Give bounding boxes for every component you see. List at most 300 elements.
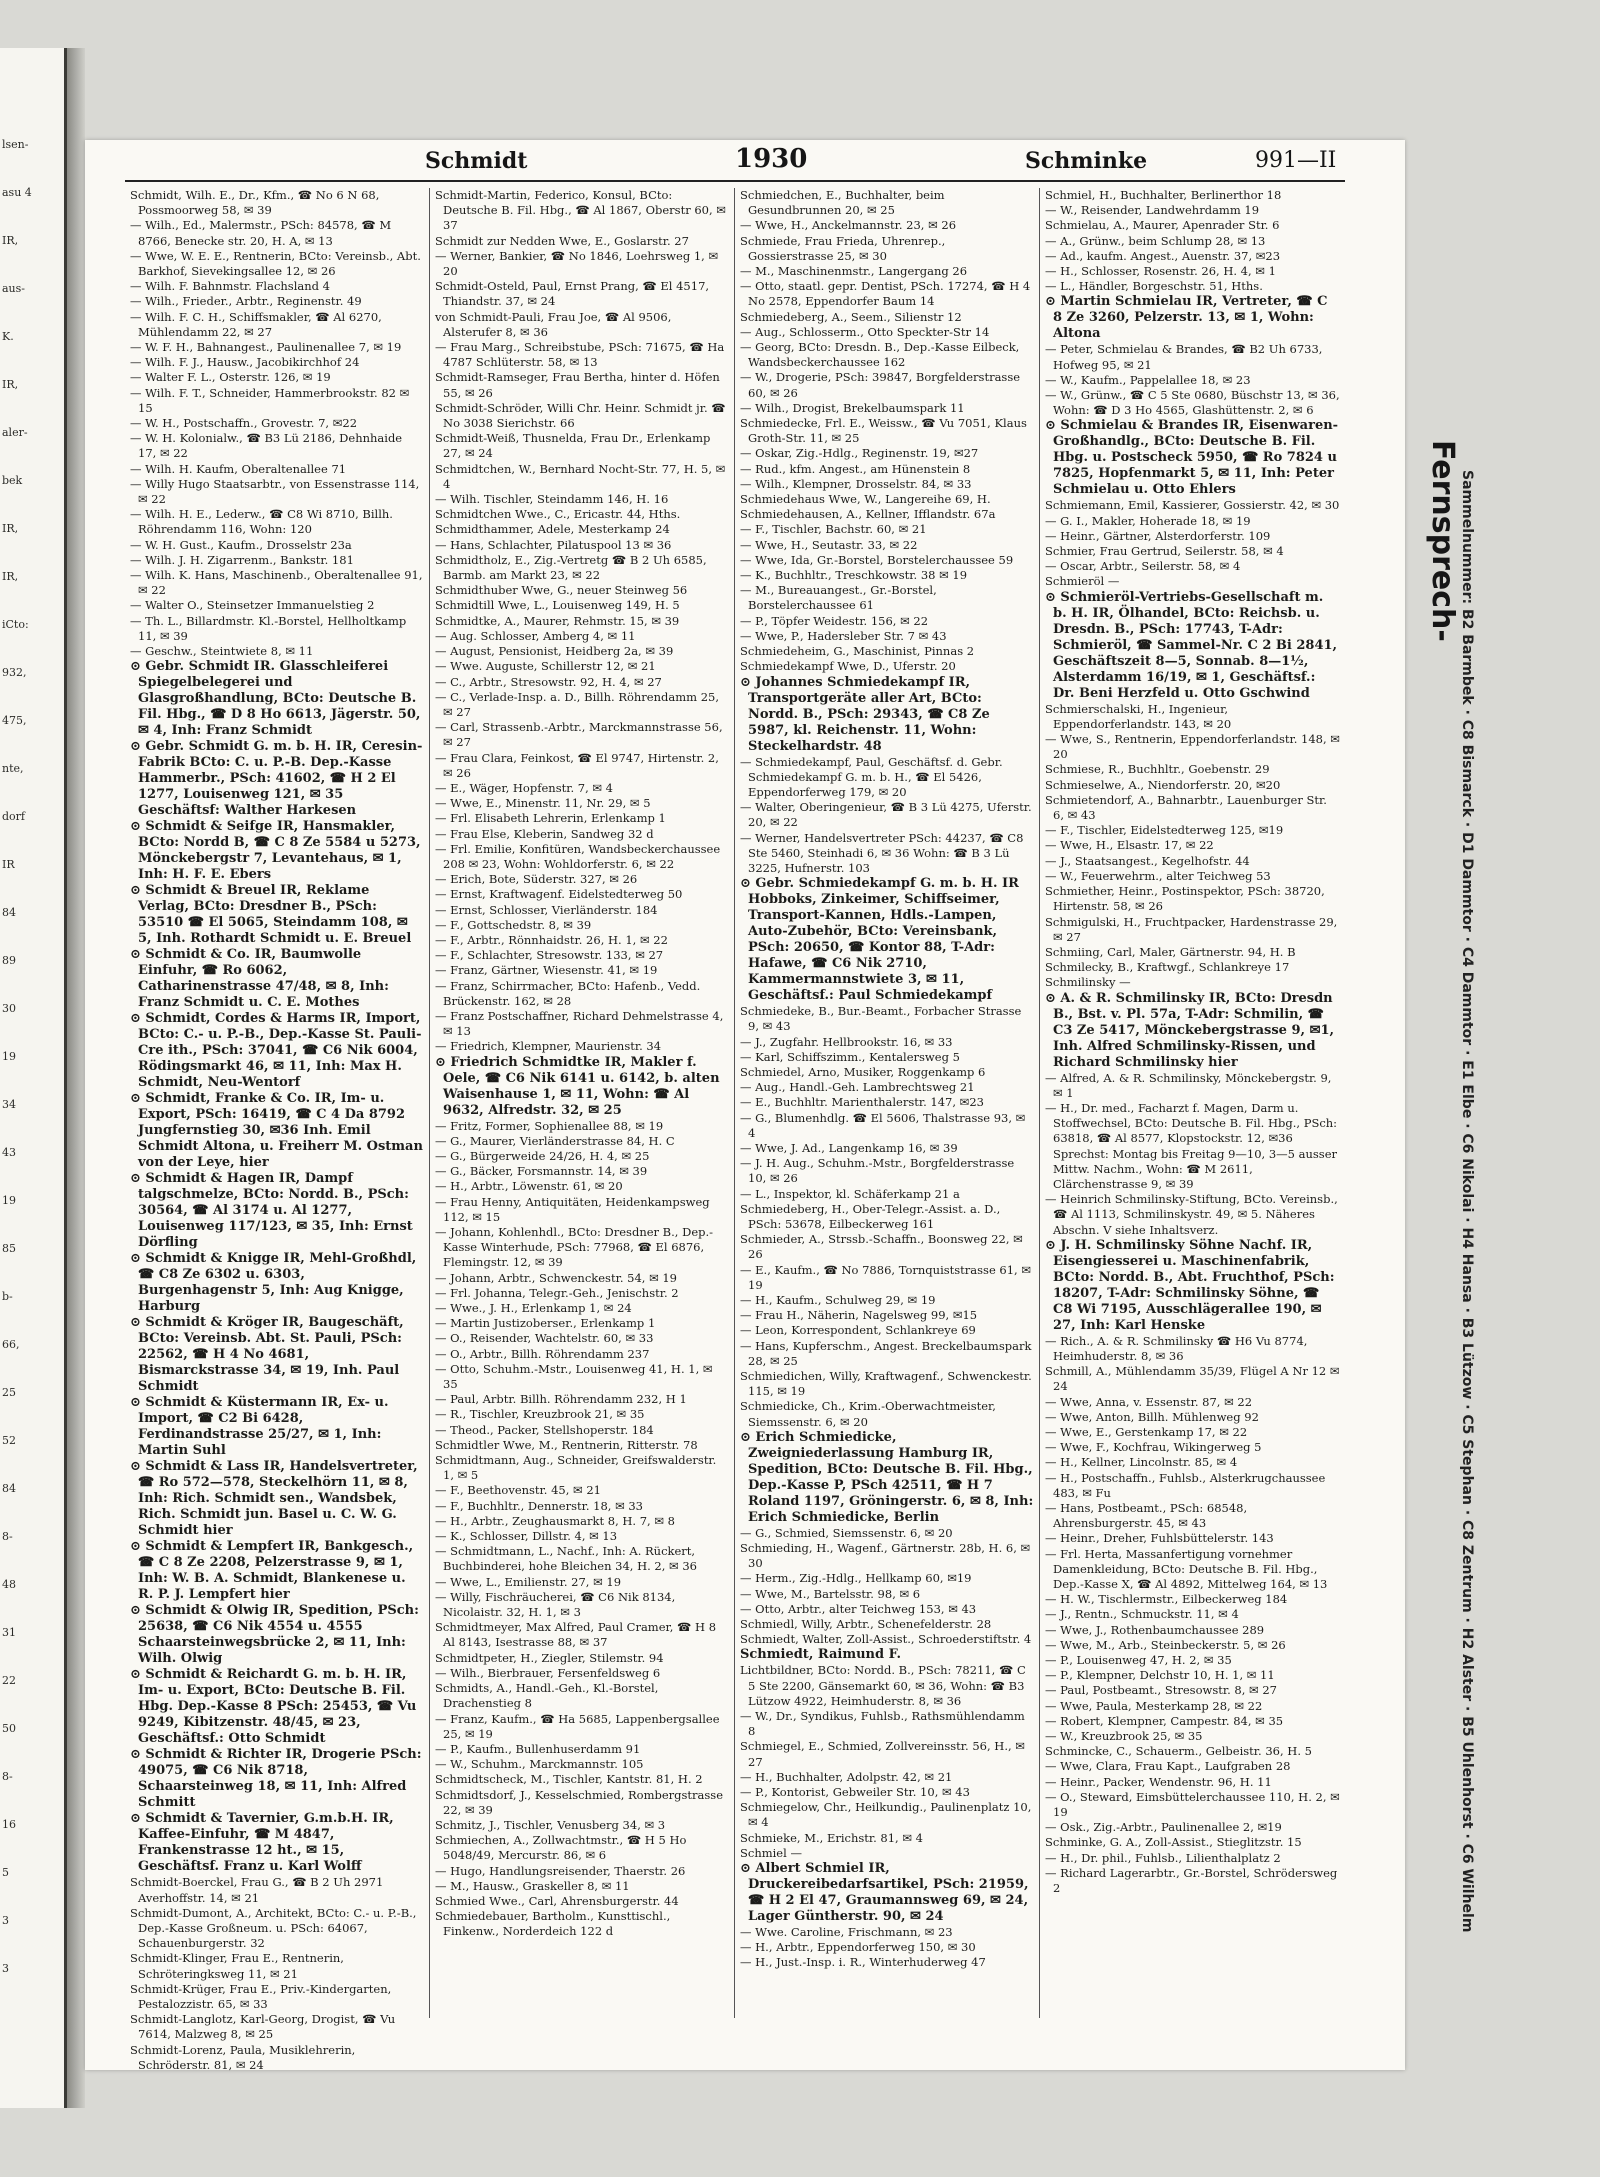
directory-entry: — Wilh. F. J., Hausw., Jacobikirchhof 24 [130, 355, 360, 370]
directory-entry: — Wilh. F. T., Schneider, Hammerbrookstr. 82 ✉ 15 [130, 385, 410, 415]
directory-entry: — Wilh. H. Kaufm, Oberaltenallee 71 [130, 461, 347, 476]
directory-entry: — Wwe, E., Minenstr. 11, Nr. 29, ✉ 5 [435, 796, 651, 811]
directory-entry: — Hans, Schlachter, Pilatuspool 13 ✉ 36 [435, 537, 672, 552]
directory-entry: — Ad., kaufm. Angest., Auenstr. 37, ✉23 [1045, 248, 1281, 263]
directory-entry: — H., Arbtr., Zeughausmarkt 8, H. 7, ✉ 8 [435, 1513, 675, 1528]
directory-entry: — M., Hausw., Graskeller 8, ✉ 11 [435, 1878, 630, 1893]
directory-entry: — Wilh. K. Hans, Maschinenb., Oberaltenallee 91, ✉ 22 [130, 568, 423, 598]
directory-entry: — Wwe, F., Kochfrau, Wikingerweg 5 [1045, 1440, 1262, 1455]
directory-entry: — H., Arbtr., Eppendorferweg 150, ✉ 30 [740, 1940, 976, 1955]
directory-entry: Schmidtscheck, M., Tischler, Kantstr. 81, H. 2 [435, 1772, 703, 1787]
directory-entry: — Wwe, M., Bartelsstr. 98, ✉ 6 [740, 1586, 921, 1601]
directory-entry: — G., Bürgerweide 24/26, H. 4, ✉ 25 [435, 1148, 650, 1163]
directory-entry: Schmidt-Schröder, Willi Chr. Heinr. Schmidt jr. ☎ No 3038 Sierichstr. 66 [435, 400, 726, 431]
directory-entry: — Wilh., Bierbrauer, Fersenfeldsweg 6 [435, 1665, 661, 1680]
directory-entry: Schmill, A., Mühlendamm 35/39, Flügel A Nr 12 ✉ 24 [1045, 1364, 1340, 1394]
directory-entry: — Franz, Kaufm., ☎ Ha 5685, Lappenbergsallee 25, ✉ 19 [435, 1711, 720, 1741]
prev-page-fragment: IR, [2, 234, 19, 247]
directory-entry: Schmidtholz, E., Zig.-Vertretg ☎ B 2 Uh 6585, Barmb. am Markt 23, ✉ 22 [435, 552, 707, 583]
directory-entry: — W., Kaufm., Pappelallee 18, ✉ 23 [1045, 372, 1251, 387]
directory-entry: Schmincke, C., Schauerm., Gelbeistr. 36, H. 5 [1045, 1744, 1312, 1759]
directory-entry: — Erich, Bote, Süderstr. 327, ✉ 26 [435, 872, 638, 887]
directory-entry: — Wwe, S., Rentnerin, Eppendorferlandstr. 148, ✉ 20 [1045, 732, 1340, 762]
prev-page-fragment: 19 [2, 1050, 16, 1063]
directory-entry: ⊙ Gebr. Schmiedekampf G. m. b. H. IR Hobboks, Zinkeimer, Schiffseimer, Transport-Kannen, Hdls.-Lampen, Auto-Zubehör, BCto: Vereinsbank, PSch: 20650, ☎ Kontor 88, T-Adr: Hafawe, ☎ C6 Nik 2710, Kammermannstwiete 3, ✉ 11, Geschäftsf.: Paul Schmiedekampf [740, 876, 1019, 1004]
side-exchange-list: Sammelnummer: B2 Barmbek · C8 Bismarck · D1 Dammtor · C4 Dammtor · E1 Elbe · C6 Nikolai · H4 Hansa · B3 Lützow · C5 Stephan · C8 Zentrum · H2 Alster · B5 Uhlenhorst · C6 Wilhelm [1459, 470, 1475, 1933]
directory-entry: — H., Dr. phil., Fuhlsb., Lilienthalplatz 2 [1045, 1850, 1281, 1865]
directory-entry: Schmidt-Weiß, Thusnelda, Frau Dr., Erlenkamp 27, ✉ 24 [435, 431, 711, 461]
directory-entry: Schmieding, H., Wagenf., Gärtnerstr. 28b, H. 6, ✉ 30 [740, 1541, 1031, 1571]
directory-entry: — Wwe, H., Elsastr. 17, ✉ 22 [1045, 838, 1214, 853]
prev-page-fragment: 3 [2, 1914, 9, 1927]
directory-entry: — G., Bäcker, Forsmannstr. 14, ✉ 39 [435, 1164, 648, 1179]
directory-entry: — Theod., Packer, Stellshoperstr. 184 [435, 1422, 654, 1437]
directory-entry: Schmiedeberg, H., Ober-Telegr.-Assist. a. D., PSch: 53678, Eilbeckerweg 161 [740, 1201, 1001, 1231]
directory-entry: — Fritz, Former, Sophienallee 88, ✉ 19 [435, 1118, 664, 1133]
directory-entry: Schmieröl — [1045, 574, 1120, 589]
prev-page-fragment: 3 [2, 1962, 9, 1975]
directory-entry: Schmidtmann, Aug., Schneider, Greifswalderstr. 1, ✉ 5 [435, 1453, 717, 1483]
directory-entry: — Rich., A. & R. Schmilinsky ☎ H6 Vu 8774, Heimhuderstr. 8, ✉ 36 [1045, 1333, 1308, 1363]
directory-entry: von Schmidt-Pauli, Frau Joe, ☎ Al 9506, Alsterufer 8, ✉ 36 [435, 309, 672, 339]
directory-entry: — J. H. Aug., Schuhm.-Mstr., Borgfelderstrasse 10, ✉ 26 [740, 1156, 1015, 1186]
directory-entry: — Frau Henny, Antiquitäten, Heidenkampsweg 112, ✉ 15 [435, 1194, 710, 1224]
directory-entry: — Paul, Postbeamt., Stresowstr. 8, ✉ 27 [1045, 1683, 1277, 1698]
directory-entry: — Aug. Schlosser, Amberg 4, ✉ 11 [435, 628, 636, 643]
prev-page-fragment: IR, [2, 522, 19, 535]
directory-entry: Lichtbildner, BCto: Nordd. B., PSch: 78211, ☎ C 5 Ste 2200, Gänsemarkt 60, ✉ 36, Wohn: ☎ B3 Lützow 4922, Heimhuderstr. 8, ✉ 36 [740, 1663, 1026, 1708]
directory-entry: — Otto, Arbtr., alter Teichweg 153, ✉ 43 [740, 1601, 977, 1616]
directory-entry: — Peter, Schmielau & Brandes, ☎ B2 Uh 6733, Hofweg 95, ✉ 21 [1045, 342, 1323, 372]
directory-entry: Schmiel, H., Buchhalter, Berlinerthor 18 [1045, 188, 1282, 202]
directory-entry: — Frau H., Näherin, Nagelsweg 99, ✉15 [740, 1308, 978, 1323]
directory-entry: — Franz Postschaffner, Richard Dehmelstrasse 4, ✉ 13 [435, 1008, 724, 1039]
directory-entry: — E., Wäger, Hopfenstr. 7, ✉ 4 [435, 780, 613, 795]
directory-entry: Schmiedeheim, G., Maschinist, Pinnas 2 [740, 644, 975, 659]
directory-entry: ⊙ Schmidt, Franke & Co. IR, Im- u. Export, PSch: 16419, ☎ C 4 Da 8792 Jungfernstieg 30, ✉36 Inh. Emil Schmidt Altona, u. Freiherr M. Ostman von der Leye, hier [130, 1091, 423, 1171]
directory-entry: Schmiedekampf Wwe, D., Uferstr. 20 [740, 659, 956, 674]
directory-entry: — Richard Lagerarbtr., Gr.-Borstel, Schrödersweg 2 [1045, 1865, 1338, 1896]
directory-entry: — W. H., Postschaffn., Grovestr. 7, ✉22 [130, 416, 358, 431]
directory-entry: Schmidtmeyer, Max Alfred, Paul Cramer, ☎ H 8 Al 8143, Isestrasse 88, ✉ 37 [435, 1620, 717, 1650]
prev-page-fragment: 22 [2, 1674, 16, 1687]
directory-entry: ⊙ Schmidt, Cordes & Harms IR, Import, BCto: C.- u. P.-B., Dep.-Kasse St. Pauli-Cre ith., PSch: 37041, ☎ C6 Nik 6004, Rödingsmarkt 46, ✉ 11, Inh: Max H. Schmidt, Neu-Wentorf [130, 1011, 422, 1091]
prev-page-fragment: 89 [2, 954, 16, 967]
prev-page-fragment: 932, [2, 666, 27, 679]
directory-entry: — Heinr., Packer, Wendenstr. 96, H. 11 [1045, 1774, 1272, 1789]
directory-entry: — Werner, Bankier, ☎ No 1846, Loehrsweg 1, ✉ 20 [435, 248, 719, 279]
directory-entry: Schmiemann, Emil, Kassierer, Gossierstr. 42, ✉ 30 [1045, 498, 1340, 513]
directory-entry: — F., Beethovenstr. 45, ✉ 21 [435, 1483, 601, 1498]
directory-entry: — K., Buchhltr., Treschkowstr. 38 ✉ 19 [740, 568, 968, 583]
directory-entry: Schmiede, Frau Frieda, Uhrenrep., Gossierstrasse 25, ✉ 30 [740, 233, 946, 263]
directory-entry: — H., Kaufm., Schulweg 29, ✉ 19 [740, 1292, 936, 1307]
directory-entry: — Frl. Johanna, Telegr.-Geh., Jenischstr. 2 [435, 1285, 679, 1300]
directory-entry: Schmiedeberg, A., Seem., Silienstr 12 [740, 309, 962, 324]
directory-entry: Schmiel — [740, 1845, 802, 1860]
directory-entry: Schmiedicke, Ch., Krim.-Oberwachtmeister, Siemssenstr. 6, ✉ 20 [740, 1399, 996, 1429]
directory-entry: Schmidt-Langlotz, Karl-Georg, Drogist, ☎ Vu 7614, Malzweg 8, ✉ 25 [130, 2012, 396, 2042]
directory-entry: — Ernst, Kraftwagenf. Eidelstedterweg 50 [435, 887, 683, 902]
prev-page-fragment: 31 [2, 1626, 16, 1639]
prev-page-fragment: 475, [2, 714, 27, 727]
prev-page-fragment: K. [2, 330, 14, 343]
directory-entry: ⊙ Schmidt & Lass IR, Handelsvertreter, ☎ Ro 572—578, Steckelhörn 11, ✉ 8, Inh: Rich. Schmidt sen., Wandsbek, Rich. Schmidt jun. Basel u. C. W. G. Schmidt hier [130, 1459, 418, 1539]
prev-page-fragment: 8- [2, 1530, 13, 1543]
directory-entry: Schmigulski, H., Fruchtpacker, Hardenstrasse 29, ✉ 27 [1045, 914, 1338, 944]
column-4 [1040, 188, 1345, 2018]
prev-page-fragment: lsen- [2, 138, 29, 151]
directory-entry: Schmidt zur Nedden Wwe, E., Goslarstr. 27 [435, 233, 689, 248]
prev-page-fragment: aus- [2, 282, 26, 295]
directory-entry: Schmiedichen, Willy, Kraftwagenf., Schwenckestr. 115, ✉ 19 [740, 1369, 1032, 1399]
directory-entry: Schmitz, J., Tischler, Venusberg 34, ✉ 3 [435, 1817, 666, 1832]
directory-entry: Schmidt-Lorenz, Paula, Musiklehrerin, Schröderstr. 81, ✉ 24 [130, 2042, 356, 2072]
directory-entry: Schmied Wwe., Carl, Ahrensburgerstr. 44 [435, 1893, 679, 1908]
directory-entry: — F., Tischler, Bachstr. 60, ✉ 21 [740, 522, 927, 537]
directory-entry: Schmidtke, A., Maurer, Rehmstr. 15, ✉ 39 [435, 613, 680, 628]
directory-entry: — Willy, Fischräucherei, ☎ C6 Nik 8134, Nicolaistr. 32, H. 1, ✉ 3 [435, 1589, 676, 1620]
directory-entry: — F., Schlachter, Stresowstr. 133, ✉ 27 [435, 948, 664, 963]
header-left-keyword: Schmidt [425, 148, 528, 174]
prev-page-fragment: IR, [2, 570, 19, 583]
directory-page [85, 140, 1475, 2072]
prev-page-fragment: b- [2, 1290, 13, 1303]
directory-entry: — Wwe, Anton, Billh. Mühlenweg 92 [1045, 1409, 1259, 1424]
directory-entry: — Franz, Schirrmacher, BCto: Hafenb., Vedd. Brückenstr. 162, ✉ 28 [435, 978, 701, 1008]
directory-entry: — G., Maurer, Vierländerstrasse 84, H. C [435, 1133, 675, 1148]
directory-entry: — W., Grünw., ☎ C 5 Ste 0680, Büschstr 13, ✉ 36, Wohn: ☎ D 3 Ho 4565, Glashüttenstr. 2, ✉ 6 [1045, 388, 1340, 418]
prev-page-fragment: IR [2, 858, 15, 871]
column-2 [430, 188, 735, 2018]
directory-entry: — Wwe, Paula, Mesterkamp 28, ✉ 22 [1045, 1698, 1263, 1713]
prev-page-fragment: 19 [2, 1194, 16, 1207]
directory-entry: — Wwe, Clara, Frau Kapt., Laufgraben 28 [1045, 1759, 1291, 1774]
directory-entry: — Hans, Postbeamt., PSch: 68548, Ahrensburgerstr. 45, ✉ 43 [1045, 1500, 1248, 1531]
directory-entry: — Ernst, Schlosser, Vierländerstr. 184 [435, 902, 658, 917]
directory-entry: Schmiedebauer, Bartholm., Kunsttischl., Finkenw., Norderdeich 122 d [435, 1909, 671, 1939]
directory-entry: — F., Gottschedstr. 8, ✉ 39 [435, 917, 592, 932]
prev-page-fragment: 84 [2, 906, 16, 919]
directory-entry: — Herm., Zig.-Hdlg., Hellkamp 60, ✉19 [740, 1571, 972, 1586]
header-year: 1930 [735, 144, 808, 174]
directory-entry: Schmidthammer, Adele, Mesterkamp 24 [435, 522, 670, 537]
prev-page-fragment: nte, [2, 762, 24, 775]
prev-page-fragment: 48 [2, 1578, 16, 1591]
directory-entry: — W., Dr., Syndikus, Fuhlsb., Rathsmühlendamm 8 [740, 1709, 1025, 1739]
directory-entry: — Robert, Klempner, Campestr. 84, ✉ 35 [1045, 1713, 1284, 1728]
directory-entry: Schmiedl, Willy, Arbtr., Schenefelderstr. 28 [740, 1617, 992, 1632]
directory-entry: — Heinrich Schmilinsky-Stiftung, BCto. Vereinsb., ☎ Al 1113, Schmilinskystr. 49, ✉ 5. Näheres Abschn. V siehe Inhaltsverz. [1045, 1192, 1338, 1237]
directory-entry: ⊙ Gebr. Schmidt IR. Glasschleiferei Spiegelbelegerei und Glasgroßhandlung, BCto: Deutsche B. Fil. Hbg., ☎ D 8 Ho 6613, Jägerstr. 50, ✉ 4, Inh: Franz Schmidt [130, 659, 421, 739]
directory-entry: — Otto, Schuhm.-Mstr., Louisenweg 41, H. 1, ✉ 35 [435, 1361, 713, 1392]
header-page-number: 991—II [1255, 148, 1337, 173]
directory-entry: — O., Steward, Eimsbüttelerchaussee 110, H. 2, ✉ 19 [1045, 1789, 1340, 1820]
directory-entry: — Heinr., Dreher, Fuhlsbüttelerstr. 143 [1045, 1531, 1274, 1546]
previous-page-edge [0, 48, 67, 2108]
directory-entry: — Johann, Kohlenhdl., BCto: Dresdner B., Dep.-Kasse Winterhude, PSch: 77968, ☎ El 6876, Flemingstr. 12, ✉ 39 [435, 1225, 714, 1270]
directory-entry: — O., Arbtr., Billh. Röhrendamm 237 [435, 1346, 650, 1361]
directory-entry: — Wwe. Caroline, Frischmann, ✉ 23 [740, 1925, 953, 1940]
directory-entry: — Schmiedekampf, Paul, Geschäftsf. d. Gebr. Schmiedekampf G. m. b. H., ☎ El 5426, Eppendorferweg 179, ✉ 20 [740, 754, 1003, 799]
directory-entry: — Wwe, W. E. E., Rentnerin, BCto: Vereinsb., Abt. Barkhof, Sievekingsallee 12, ✉ 26 [130, 248, 421, 279]
directory-entry: — W., Reisender, Landwehrdamm 19 [1045, 203, 1260, 218]
prev-page-fragment: bek [2, 474, 23, 487]
prev-page-fragment: asu 4 [2, 186, 32, 199]
directory-entry: Schmiedchen, E., Buchhalter, beim Gesundbrunnen 20, ✉ 25 [740, 188, 945, 218]
directory-entry: ⊙ Albert Schmiel IR, Druckereibedarfsartikel, PSch: 21959, ☎ H 2 El 47, Graumannsweg 69, ✉ 24, Lager Güntherstr. 90, ✉ 24 [740, 1861, 1029, 1925]
directory-entry: — Wwe, Anna, v. Essenstr. 87, ✉ 22 [1045, 1394, 1253, 1409]
prev-page-fragment: 16 [2, 1818, 16, 1831]
directory-entry: — H., Dr. med., Facharzt f. Magen, Darm u. Stoffwechsel, BCto: Deutsche B. Fil. Hbg., PSch: 63818, ☎ Al 8577, Klopstockstr. 12, ✉36 Sprechst: Montag bis Freitag 9—10, 3—5 ausser Mittw. Nachm., Wohn: ☎ M 2611, Clärchenstrasse 9, ✉ 39 [1045, 1100, 1338, 1191]
directory-entry: — A., Grünw., beim Schlump 28, ✉ 13 [1045, 233, 1266, 248]
prev-page-fragment: 8- [2, 1770, 13, 1783]
directory-entry: ⊙ Schmidt & Lempfert IR, Bankgesch., ☎ C 8 Ze 2208, Pelzerstrasse 9, ✉ 1, Inh: W. B. A. Schmidt, Blankenese u. R. P. J. Lempfert hier [130, 1539, 414, 1603]
directory-entry: Schmidtsdorf, J., Kesselschmied, Rombergstrasse 22, ✉ 39 [435, 1787, 723, 1817]
prev-page-fragment: 30 [2, 1002, 16, 1015]
prev-page-fragment: IR, [2, 378, 19, 391]
directory-entry: Schmiese, R., Buchhltr., Goebenstr. 29 [1045, 762, 1270, 777]
directory-entry: Schmiegel, E., Schmied, Zollvereinsstr. 56, H., ✉ 27 [740, 1739, 1025, 1769]
directory-entry: Schmiegelow, Chr., Heilkundig., Paulinenplatz 10, ✉ 4 [740, 1800, 1032, 1830]
prev-page-fragment: 34 [2, 1098, 16, 1111]
prev-page-fragment: 52 [2, 1434, 16, 1447]
directory-entry: — H., Just.-Insp. i. R., Winterhuderweg 47 [740, 1955, 986, 1970]
directory-entry: — Wwe., J. H., Erlenkamp 1, ✉ 24 [435, 1301, 632, 1316]
directory-entry: — E., Buchhltr. Marienthalerstr. 147, ✉23 [740, 1095, 984, 1110]
directory-entry: — C., Verlade-Insp. a. D., Billh. Röhrendamm 25, ✉ 27 [435, 689, 719, 719]
directory-entry: — Leon, Korrespondent, Schlankreye 69 [740, 1323, 976, 1338]
prev-page-fragment: 85 [2, 1242, 16, 1255]
directory-entry: — P., Kontorist, Gebweiler Str. 10, ✉ 43 [740, 1785, 970, 1800]
directory-entry: — Hans, Kupferschm., Angest. Breckelbaumspark 28, ✉ 25 [740, 1338, 1032, 1368]
directory-entry: — Wilh., Frieder., Arbtr., Reginenstr. 49 [130, 294, 362, 309]
side-margin [1415, 440, 1485, 1940]
directory-entry: Schmiedt, Raimund F. [740, 1647, 902, 1663]
directory-entry: — Willy Hugo Staatsarbtr., von Essenstrasse 114, ✉ 22 [130, 476, 420, 507]
directory-entry: — H. W., Tischlermstr., Eilbeckerweg 184 [1045, 1592, 1288, 1607]
directory-entry: ⊙ Schmielau & Brandes IR, Eisenwaren-Großhandlg., BCto: Deutsche B. Fil. Hbg. u. Postscheck 5950, ☎ Ro 7824 u 7825, Hopfenmarkt 5, ✉ 11, Inh: Peter Schmielau u. Otto Ehlers [1045, 418, 1339, 498]
directory-entry: — Wwe, P., Hadersleber Str. 7 ✉ 43 [740, 628, 947, 643]
directory-entry: Schmidt-Boerckel, Frau G., ☎ B 2 Uh 2971 Averhoffstr. 14, ✉ 21 [130, 1875, 384, 1905]
directory-entry: — Wwe, H., Anckelmannstr. 23, ✉ 26 [740, 218, 957, 233]
directory-entry: ⊙ Gebr. Schmidt G. m. b. H. IR, Ceresin-Fabrik BCto: C. u. P.-B. Dep.-Kasse Hammerbr., PSch: 41602, ☎ H 2 El 1277, Louisenweg 121, ✉ 35 Geschäftsf: Walther Harkesen [130, 739, 423, 819]
directory-entry: — Geschw., Steintwiete 8, ✉ 11 [130, 644, 314, 659]
directory-entry: — R., Tischler, Kreuzbrook 21, ✉ 35 [435, 1407, 645, 1422]
directory-entry: Schmidt-Osteld, Paul, Ernst Prang, ☎ El 4517, Thiandstr. 37, ✉ 24 [435, 279, 710, 309]
directory-entry: ⊙ Friedrich Schmidtke IR, Makler f. Oele, ☎ C6 Nik 6141 u. 6142, b. alten Waisenhause 1, ✉ 11, Wohn: ☎ Al 9632, Alfredstr. 32, ✉ 25 [435, 1054, 720, 1118]
directory-entry: — Heinr., Gärtner, Alsterdorferstr. 109 [1045, 528, 1271, 543]
directory-entry: Schmidt-Martin, Federico, Konsul, BCto: Deutsche B. Fil. Hbg., ☎ Al 1867, Oberstr 60, ✉ 37 [435, 188, 726, 233]
directory-entry: — Wilh., Drogist, Brekelbaumspark 11 [740, 400, 965, 415]
side-title: Fernsprech- [1425, 440, 1460, 642]
directory-entry: — Frau Clara, Feinkost, ☎ El 9747, Hirtenstr. 2, ✉ 26 [435, 750, 719, 780]
directory-entry: — G., Blumenhdlg. ☎ El 5606, Thalstrasse 93, ✉ 4 [740, 1110, 1026, 1140]
directory-entry: — Georg, BCto: Dresdn. B., Dep.-Kasse Eilbeck, Wandsbeckerchaussee 162 [740, 340, 1020, 370]
directory-entry: Schmiing, Carl, Maler, Gärtnerstr. 94, H. B [1045, 944, 1296, 959]
directory-entry: — Walter F. L., Osterstr. 126, ✉ 19 [130, 370, 331, 385]
directory-entry: Schmiedehaus Wwe, W., Langereihe 69, H. [740, 492, 991, 507]
prev-page-fragment: 66, [2, 1338, 20, 1351]
directory-entry: — Wwe, L., Emilienstr. 27, ✉ 19 [435, 1574, 622, 1589]
directory-entry: — Oskar, Zig.-Hdlg., Reginenstr. 19, ✉27 [740, 446, 979, 461]
directory-entry: Schmidtill Wwe, L., Louisenweg 149, H. 5 [435, 598, 680, 613]
directory-entry: Schmiether, Heinr., Postinspektor, PSch: 38720, Hirtenstr. 58, ✉ 26 [1045, 884, 1325, 914]
directory-entry: Schmiedt, Walter, Zoll-Assist., Schroederstiftstr. 4 [740, 1632, 1032, 1647]
directory-entry: ⊙ J. H. Schmilinsky Söhne Nachf. IR, Eisengiesserei u. Maschinenfabrik, BCto: Nordd. B., Abt. Fruchthof, PSch: 18207, T-Adr: Schmilinsky Söhne, ☎ C8 Wi 7195, Ausschlägerallee 190, ✉ 27, Inh: Karl Henske [1045, 1237, 1335, 1333]
directory-entry: — H., Buchhalter, Adolpstr. 42, ✉ 21 [740, 1769, 953, 1784]
directory-entry: — G. I., Makler, Hoherade 18, ✉ 19 [1045, 513, 1251, 528]
directory-entry: — P., Louisenweg 47, H. 2, ✉ 35 [1045, 1653, 1232, 1668]
column-1 [125, 188, 430, 2072]
directory-entry: Schmidt-Krüger, Frau E., Priv.-Kindergarten, Pestalozzistr. 65, ✉ 33 [130, 1981, 392, 2011]
directory-entry: — Rud., kfm. Angest., am Hünenstein 8 [740, 461, 971, 476]
directory-entry: Schmieselwe, A., Niendorferstr. 20, ✉20 [1045, 777, 1281, 792]
prev-page-fragment: iCto: [2, 618, 29, 631]
directory-entry: — W. H. Kolonialw., ☎ B3 Lü 2186, Dehnhaide 17, ✉ 22 [130, 431, 403, 461]
directory-entry: — August, Pensionist, Heidberg 2a, ✉ 39 [435, 644, 674, 659]
directory-entry: — J., Rentn., Schmuckstr. 11, ✉ 4 [1045, 1607, 1239, 1622]
directory-entry: Schmieke, M., Erichstr. 81, ✉ 4 [740, 1830, 923, 1845]
directory-entry: — Carl, Strassenb.-Arbtr., Marckmannstrasse 56, ✉ 27 [435, 720, 723, 750]
directory-entry: — W., Schuhm., Marckmannstr. 105 [435, 1757, 644, 1772]
directory-entry: — Aug., Schlosserm., Otto Speckter-Str 14 [740, 324, 990, 339]
directory-entry: Schmilecky, B., Kraftwgf., Schlankreye 17 [1045, 960, 1290, 975]
directory-entry: — Frl. Emilie, Konfitüren, Wandsbeckerchaussee 208 ✉ 23, Wohn: Wohldorferstr. 6, ✉ 22 [435, 841, 721, 871]
directory-entry: ⊙ Schmidt & Kröger IR, Baugeschäft, BCto: Vereinsb. Abt. St. Pauli, PSch: 22562, ☎ H 4 No 4681, Bismarckstrasse 34, ✉ 19, Inh. Paul Schmidt [130, 1315, 404, 1395]
directory-entry: Schmietendorf, A., Bahnarbtr., Lauenburger Str. 6, ✉ 43 [1045, 792, 1327, 823]
prev-page-fragment: aler- [2, 426, 28, 439]
prev-page-fragment: 5 [2, 1866, 9, 1879]
directory-entry: — Paul, Arbtr. Billh. Röhrendamm 232, H 1 [435, 1392, 687, 1407]
directory-entry: — Aug., Handl.-Geh. Lambrechtsweg 21 [740, 1080, 975, 1095]
directory-entry: ⊙ Martin Schmielau IR, Vertreter, ☎ C 8 Ze 3260, Pelzerstr. 13, ✉ 1, Wohn: Altona [1045, 294, 1328, 342]
directory-entry: — Otto, staatl. gepr. Dentist, PSch. 17274, ☎ H 4 No 2578, Eppendorfer Baum 14 [740, 279, 1031, 309]
directory-entry: Schmierschalski, H., Ingenieur, Eppendorferlandstr. 143, ✉ 20 [1045, 701, 1232, 731]
book-gutter [67, 48, 85, 2108]
directory-entry: Schmiedeke, B., Bur.-Beamt., Forbacher Strasse 9, ✉ 43 [740, 1004, 1022, 1034]
directory-entry: ⊙ Schmidt & Seifge IR, Hansmakler, BCto: Nordd B, ☎ C 8 Ze 5584 u 5273, Mönckebergstr 7, Levantehaus, ✉ 1, Inh: H. F. E. Ebers [130, 819, 421, 883]
directory-entry: — Wilh. J. H. Zigarrenm., Bankstr. 181 [130, 552, 354, 567]
directory-entry: ⊙ Schmidt & Breuel IR, Reklame Verlag, BCto: Dresdner B., PSch: 53510 ☎ El 5065, Steindamm 108, ✉ 5, Inh. Rothardt Schmidt u. E. Breuel [130, 883, 412, 947]
prev-page-fragment: 84 [2, 1482, 16, 1495]
directory-entry: ⊙ Schmidt & Co. IR, Baumwolle Einfuhr, ☎ Ro 6062, Catharinenstrasse 47/48, ✉ 8, Inh: Franz Schmidt u. C. E. Mothes [130, 947, 389, 1011]
directory-entry: — Wwe. Auguste, Schillerstr 12, ✉ 21 [435, 659, 656, 674]
directory-entry: — C., Arbtr., Stresowstr. 92, H. 4, ✉ 27 [435, 674, 662, 689]
directory-entry: — F., Arbtr., Rönnhaidstr. 26, H. 1, ✉ 22 [435, 932, 668, 947]
directory-entry: — P., Klempner, Delchstr 10, H. 1, ✉ 11 [1045, 1668, 1275, 1683]
directory-entry: Schmidtler Wwe, M., Rentnerin, Ritterstr. 78 [435, 1437, 698, 1452]
directory-entry: — Osk., Zig.-Arbtr., Paulinenallee 2, ✉19 [1045, 1820, 1282, 1835]
directory-entry: — H., Postschaffn., Fuhlsb., Alsterkrugchaussee 483, ✉ Fu [1045, 1470, 1326, 1500]
directory-entry: — J., Staatsangest., Kegelhofstr. 44 [1045, 853, 1250, 868]
directory-entry: ⊙ Schmidt & Tavernier, G.m.b.H. IR, Kaffee-Einfuhr, ☎ M 4847, Frankenstrasse 12 ht., ✉ 15, Geschäftsf. Franz u. Karl Wolff [130, 1811, 394, 1875]
prev-page-fragment: dorf [2, 810, 25, 823]
directory-entry: — Karl, Schiffszimm., Kentalersweg 5 [740, 1049, 960, 1064]
directory-entry: — H., Kellner, Lincolnstr. 85, ✉ 4 [1045, 1455, 1238, 1470]
directory-entry: — J., Zugfahr. Hellbrookstr. 16, ✉ 33 [740, 1034, 953, 1049]
directory-entry: — W., Drogerie, PSch: 39847, Borgfelderstrasse 60, ✉ 26 [740, 370, 1021, 400]
directory-entry: — H., Schlosser, Rosenstr. 26, H. 4, ✉ 1 [1045, 264, 1276, 279]
directory-entry: Schmidthuber Wwe, G., neuer Steinweg 56 [435, 583, 688, 598]
directory-entry: — Wilh., Klempner, Drosselstr. 84, ✉ 33 [740, 476, 972, 491]
directory-entry: ⊙ Johannes Schmiedekampf IR, Transportgeräte aller Art, BCto: Nordd. B., PSch: 29343, ☎ C8 Ze 5987, kl. Reichenstr. 11, Wohn: Steckelhardstr. 48 [740, 674, 990, 754]
directory-entry: — P., Töpfer Weidestr. 156, ✉ 22 [740, 613, 929, 628]
directory-entry: — F., Tischler, Eidelstedterweg 125, ✉19 [1045, 823, 1284, 838]
directory-entry: — P., Kaufm., Bullenhuserdamm 91 [435, 1741, 641, 1756]
directory-entry: — Frau Marg., Schreibstube, PSch: 71675, ☎ Ha 4787 Schlüterstr. 58, ✉ 13 [435, 340, 725, 370]
directory-entry: — Oscar, Arbtr., Seilerstr. 58, ✉ 4 [1045, 559, 1241, 574]
directory-entry: — Alfred, A. & R. Schmilinsky, Mönckebergstr. 9, ✉ 1 [1045, 1070, 1332, 1100]
directory-entry: — E., Kaufm., ☎ No 7886, Tornquiststrasse 61, ✉ 19 [740, 1262, 1031, 1292]
directory-entry: — M., Maschinenmstr., Langergang 26 [740, 264, 968, 279]
directory-entry: — Franz, Gärtner, Wiesenstr. 41, ✉ 19 [435, 963, 658, 978]
directory-entry: — G., Schmied, Siemssenstr. 6, ✉ 20 [740, 1525, 953, 1540]
directory-entry: — W., Feuerwehrm., alter Teichweg 53 [1045, 868, 1271, 883]
directory-entry: — L., Inspektor, kl. Schäferkamp 21 a [740, 1186, 960, 1201]
directory-entry: ⊙ A. & R. Schmilinsky IR, BCto: Dresdn B., Bst. v. Pl. 57a, T-Adr: Schmilin, ☎ C3 Ze 5417, Mönckebergstrasse 9, ✉1, Inh. Alfred Schmilinsky-Rissen, und Richard Schmilinsky hier [1045, 990, 1335, 1070]
directory-entry: Schmidt-Klinger, Frau E., Rentnerin, Schröteringksweg 11, ✉ 21 [130, 1951, 344, 1981]
directory-entry: — Wilh., Ed., Malermstr., PSch: 84578, ☎ M 8766, Benecke str. 20, H. A, ✉ 13 [130, 218, 392, 248]
directory-entry: — Frau Else, Kleberin, Sandweg 32 d [435, 826, 654, 841]
page-header [125, 140, 1345, 182]
directory-entry: Schmidt-Ramseger, Frau Bertha, hinter d. Höfen 55, ✉ 26 [435, 370, 720, 400]
directory-entry: — Th. L., Billardmstr. Kl.-Borstel, Hellholtkamp 11, ✉ 39 [130, 613, 407, 643]
directory-entry: — W. F. H., Bahnangest., Paulinenallee 7, ✉ 19 [130, 340, 402, 355]
directory-entry: — Walter, Oberingenieur, ☎ B 3 Lü 4275, Uferstr. 20, ✉ 22 [740, 800, 1032, 830]
directory-entry: ⊙ Schmidt & Olwig IR, Spedition, PSch: 25638, ☎ C6 Nik 4554 u. 4555 Schaarsteinwegsbrücke 2, ✉ 11, Inh: Wilh. Olwig [130, 1603, 419, 1667]
directory-entry: ⊙ Erich Schmiedicke, Zweigniederlassung Hamburg IR, Spedition, BCto: Deutsche B. Fil. Hbg., Dep.-Kasse P, PSch 42511, ☎ H 7 Roland 1197, Gröningerstr. 6, ✉ 8, Inh: Erich Schmiedicke, Berlin [740, 1429, 1034, 1525]
directory-entry: ⊙ Schmidt & Küstermann IR, Ex- u. Import, ☎ C2 Bi 6428, Ferdinandstrasse 25/27, ✉ 1, Inh: Martin Suhl [130, 1395, 389, 1459]
directory-entry: Schmiedel, Arno, Musiker, Roggenkamp 6 [740, 1064, 986, 1079]
directory-entry: ⊙ Schmidt & Richter IR, Drogerie PSch: 49075, ☎ C6 Nik 8718, Schaarsteinweg 18, ✉ 11, Inh: Alfred Schmitt [130, 1747, 422, 1811]
directory-entry: — Hugo, Handlungsreisender, Thaerstr. 26 [435, 1863, 686, 1878]
directory-entry: — Frl. Elisabeth Lehrerin, Erlenkamp 1 [435, 811, 666, 826]
directory-entry: — Martin Justizoberser., Erlenkamp 1 [435, 1316, 656, 1331]
directory-entry: ⊙ Schmidt & Knigge IR, Mehl-Großhdl, ☎ C8 Ze 6302 u. 6303, Burgenhagenstr 5, Inh: Aug Knigge, Harburg [130, 1251, 417, 1315]
directory-entry: — F., Buchhltr., Dennerstr. 18, ✉ 33 [435, 1498, 643, 1513]
directory-entry: — Wilh. Tischler, Steindamm 146, H. 16 [435, 492, 669, 507]
directory-entry: — O., Reisender, Wachtelstr. 60, ✉ 33 [435, 1331, 654, 1346]
directory-entry: — Wwe, J. Ad., Langenkamp 16, ✉ 39 [740, 1140, 958, 1155]
directory-entry: — M., Bureauangest., Gr.-Borstel, Borstelerchaussee 61 [740, 583, 937, 613]
directory-entry: ⊙ Schmidt & Reichardt G. m. b. H. IR, Im- u. Export, BCto: Deutsche B. Fil. Hbg. Dep.-Kasse 8 PSch: 25453, ☎ Vu 9249, Kibitzenstr. 48/45, ✉ 23, Geschäftsf.: Otto Schmidt [130, 1667, 417, 1747]
directory-entry: — W. H. Gust., Kaufm., Drosselstr 23a [130, 537, 352, 552]
directory-entry: — Wwe, J., Rothenbaumchaussee 289 [1045, 1622, 1265, 1637]
directory-entry: — Wwe, M., Arb., Steinbeckerstr. 5, ✉ 26 [1045, 1637, 1286, 1652]
directory-entry: ⊙ Schmieröl-Vertriebs-Gesellschaft m. b. H. IR, Ölhandel, BCto: Reichsb. u. Dresdn. B., PSch: 17743, T-Adr: Schmieröl, ☎ Sammel-Nr. C 2 Bi 2841, Geschäftszeit 8—5, Sonnab. 8—1½, Alsterdamm 16/19, ✉ 1, Geschäftsf.: Dr. Beni Herzfeld u. Otto Gschwind [1045, 589, 1338, 701]
directory-entry: — Walter O., Steinsetzer Immanuelstieg 2 [130, 598, 375, 613]
directory-entry: — L., Händler, Borgeschstr. 51, Hths. [1045, 279, 1263, 294]
directory-entry: Schminke, G. A., Zoll-Assist., Stieglitzstr. 15 [1045, 1835, 1302, 1850]
prev-page-fragment: 50 [2, 1722, 16, 1735]
directory-entry: Schmidt, Wilh. E., Dr., Kfm., ☎ No 6 N 68, Possmoorweg 58, ✉ 39 [130, 188, 380, 218]
directory-entry: — Frl. Herta, Massanfertigung vornehmer Damenkleidung, BCto: Deutsche B. Fil. Hbg., Dep.-Kasse X, ☎ Al 4892, Mittelweg 164, ✉ 13 [1045, 1546, 1328, 1591]
prev-page-fragment: 43 [2, 1146, 16, 1159]
directory-entry: — K., Schlosser, Dillstr. 4, ✉ 13 [435, 1529, 618, 1544]
directory-entry: Schmidtchen, W., Bernhard Nocht-Str. 77, H. 5, ✉ 4 [435, 461, 726, 491]
directory-entry: Schmier, Frau Gertrud, Seilerstr. 58, ✉ 4 [1045, 544, 1284, 559]
directory-entry: — Wwe, H., Seutastr. 33, ✉ 22 [740, 537, 918, 552]
directory-entry: Schmidts, A., Handl.-Geh., Kl.-Borstel, Drachenstieg 8 [435, 1681, 659, 1711]
directory-entry: — Wwe, Ida, Gr.-Borstel, Borstelerchaussee 59 [740, 552, 1014, 567]
directory-entry: Schmiedehausen, A., Kellner, Ifflandstr. 67a [740, 507, 996, 522]
directory-entry: Schmidtchen Wwe., C., Ericastr. 44, Hths. [435, 507, 681, 522]
directory-entry: — Schmidtmann, L., Nachf., Inh: A. Rückert, Buchbinderei, hohe Bleichen 34, H. 2, ✉ 36 [435, 1544, 697, 1574]
directory-entry: — Wilh. F. Bahnmstr. Flachsland 4 [130, 279, 330, 294]
directory-entry: Schmidtpeter, H., Ziegler, Stilemstr. 94 [435, 1650, 664, 1665]
directory-entry: Schmiedecke, Frl. E., Weissw., ☎ Vu 7051, Klaus Groth-Str. 11, ✉ 25 [740, 416, 1027, 446]
